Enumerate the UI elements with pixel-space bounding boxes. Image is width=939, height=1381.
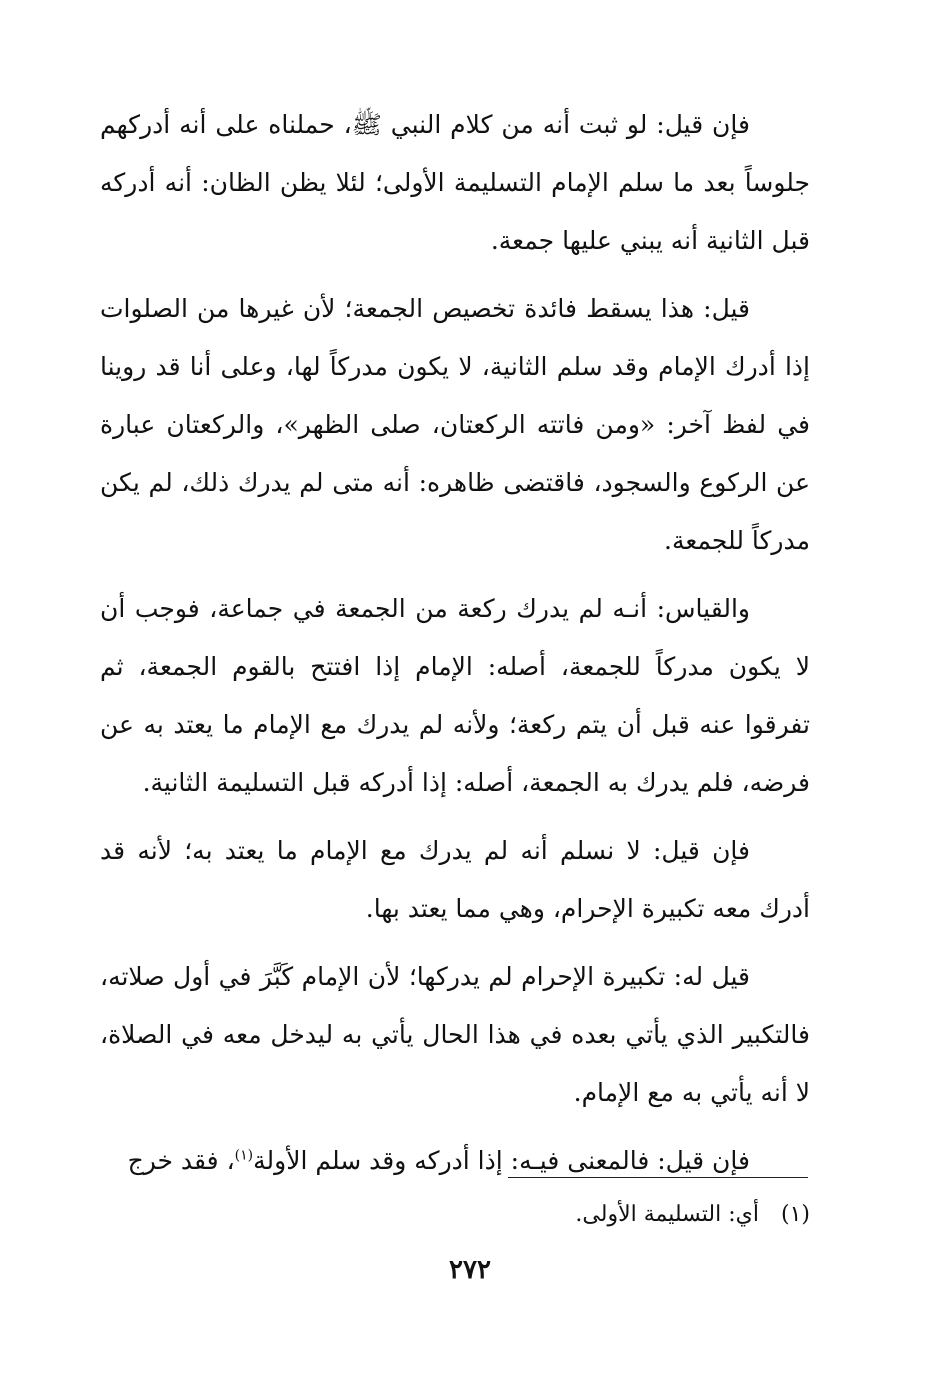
footnote-text: أي: التسليمة الأولى. (575, 1202, 759, 1227)
main-text (100, 96, 810, 1200)
footnote-reference-mark[interactable]: (١) (234, 1147, 254, 1164)
page-number: ٢٧٢ (449, 1255, 491, 1285)
paragraph-6-text-end: ، فقد خرج (127, 1146, 235, 1175)
paragraph-3: والقياس: أنـه لم يدرك ركعة من الجمعة في جماعة، فوجب أن لا يكون مدركاً للجمعة، أصله: الإمام إذا افتتح بالقوم الجمعة، ثم تفرقوا عنه قبل أن يتم ركعة؛ ولأنه لم يدرك مع الإمام ما يعتد به عن فرضه، فلم يدرك به الجمعة، أصله: إذا أدركه قبل التسليمة الثانية. (100, 594, 810, 797)
paragraph-2: قيل: هذا يسقط فائدة تخصيص الجمعة؛ لأن غيرها من الصلوات إذا أدرك الإمام وقد سلم الثانية، لا يكون مدركاً لها، وعلى أنا قد روينا في لفظ آخر: «ومن فاتته الركعتان، صلى الظهر»، والركعتان عبارة عن الركوع والسجود، فاقتضى ظاهره: أنه متى لم يدرك ذلك، لم يكن مدركاً للجمعة. (100, 294, 810, 555)
paragraph-6-text-start: فإن قيل: فالمعنى فيـه: إذا أدركه وقد سلم الأولة (253, 1146, 750, 1175)
paragraph-5: قيل له: تكبيرة الإحرام لم يدركها؛ لأن الإمام كَبَّرَ في أول صلاته، فالتكبير الذي يأتي بعده في هذا الحال يأتي به ليدخل معه في الصلاة، لا أنه يأتي به مع الإمام. (100, 962, 810, 1107)
footnote (300, 1195, 810, 1235)
paragraph-4: فإن قيل: لا نسلم أنه لم يدرك مع الإمام ما يعتد به؛ لأنه قد أدرك معه تكبيرة الإحرام، وهي مما يعتد بها. (100, 836, 810, 923)
footnote-separator-line (508, 1177, 808, 1178)
paragraph-6 (100, 1132, 810, 1190)
paragraph-1: فإن قيل: لو ثبت أنه من كلام النبي ﷺ، حملناه على أنه أدركهم جلوساً بعد ما سلم الإمام التسليمة الأولى؛ لئلا يظن الظان: أنه أدركه قبل الثانية أنه يبني عليها جمعة. (100, 110, 810, 255)
footnote-number: (١) (780, 1202, 810, 1227)
